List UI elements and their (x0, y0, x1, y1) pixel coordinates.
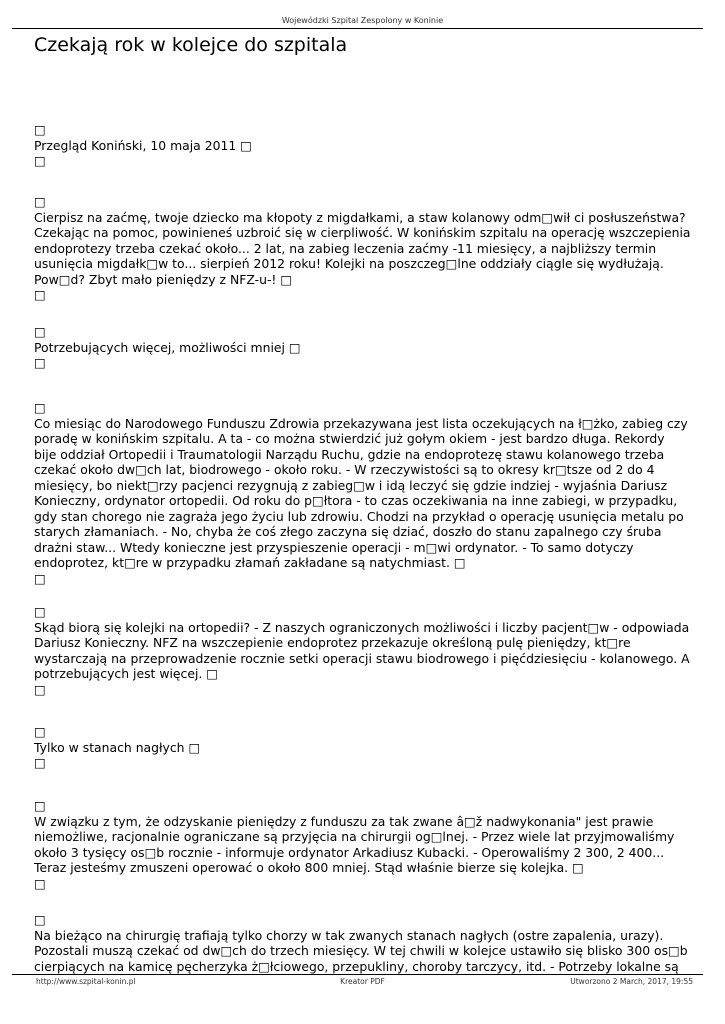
footer-created-date: Utworzono 2 March, 2017, 19:55 (570, 977, 693, 986)
text-line: Na bieżąco na chirurgię trafiają tylko chorzy w tak zwanych stanach nagłych (ostre zapalenia, urazy). (34, 927, 664, 943)
text-line: wystarczają na przeprowadzenie rocznie setki operacji stawu biodrowego i pięćdziesięciu - kolanowego. A (34, 650, 690, 666)
text-line: □ (34, 604, 46, 619)
text-line: Konieczny, ordynator ortopedii. Od roku do p□łtora - to czas oczekiwania na inne zabiegi, w przypadku, (34, 493, 678, 508)
page-title: Czekają rok w kolejce do szpitala (34, 34, 348, 56)
text-line: □ (34, 153, 46, 168)
paragraph-block (34, 912, 694, 974)
text-line: Pozostali muszą czekać od dw□ch do trzech miesięcy. W tej chwili w kolejce ustawiło się blisko 300 os□b (34, 943, 688, 958)
text-line: □ (34, 324, 46, 339)
paragraph-block (34, 798, 694, 891)
text-line: Potrzebujących więcej, możliwości mniej □ (34, 339, 301, 355)
text-line: Czekając na pomoc, powinieneś uzbroić się w cierpliwość. W konińskim szpitalu na operację wszczepienia (34, 225, 691, 240)
text-line: usunięcia migdałk□w to... sierpień 2012 roku! Kolejki na poszczeg□lne oddziały ciągle się wydłużają. (34, 256, 664, 271)
text-line: Teraz jesteśmy zmuszeni operować o około 800 mniej. Stąd właśnie bierze się kolejka. □ (34, 860, 584, 875)
text-line: □ (34, 755, 46, 770)
text-line: □ (34, 912, 46, 927)
text-line: □ (34, 355, 46, 370)
text-line: endoprotezy trzeba czekać około... 2 lat, na zabieg leczenia zaćmy -11 miesięcy, a najbliższy termin (34, 240, 657, 256)
page-header: Wojewódzki Szpital Zespolony w Koninie (281, 16, 444, 25)
text-line: endoprotez, kt□re w przypadku złamań zakładane są natychmiast. □ (34, 555, 466, 570)
paragraph-block (34, 324, 694, 371)
text-line: □ (34, 400, 46, 415)
text-line: gdy stan chorego nie zagraża jego życiu lub zdrowiu. Chodzi na przykład o operację usunięcia metalu po (34, 508, 684, 524)
paragraph-block (34, 604, 694, 697)
header-divider (12, 28, 703, 29)
text-line: niemożliwe, racjonalnie ograniczane są przyjęcia na chirurgii og□lnej. - Przez wiele lat przyjmowaliśmy (34, 829, 675, 844)
text-line: □ (34, 194, 46, 209)
text-line: czekać około dw□ch lat, biodrowego - około roku. - W rzeczywistości są to okresy kr□tsze od 2 do 4 (34, 462, 655, 477)
text-line: □ (34, 875, 46, 891)
text-line: Przegląd Koniński, 10 maja 2011 □ (34, 137, 252, 153)
text-line: drażni staw... Wtedy konieczne jest przyspieszenie operacji - m□wi ordynator. - To samo dotyczy (34, 539, 634, 555)
paragraph-block (34, 724, 694, 771)
text-line: starych złamaniach. - No, chyba że coś złego zaczyna się dziać, doszło do stanu zapalnego czy śruba (34, 524, 662, 539)
text-line: □ (34, 724, 46, 739)
footer-url: http://www.szpital-konin.pl (36, 977, 136, 986)
text-line: □ (34, 570, 46, 586)
text-line: Skąd biorą się kolejki na ortopedii? - Z naszych ograniczonych możliwości i liczby pacjent□w - odpowiada (34, 619, 690, 635)
paragraph-block (34, 400, 694, 586)
text-line: □ (34, 798, 46, 813)
text-line: około 3 tysięcy os□b rocznie - informuje ordynator Arkadiusz Kubacki. - Operowaliśmy 2 300, 2 400... (34, 844, 665, 860)
text-line: Tylko w stanach nagłych □ (34, 739, 201, 755)
text-line: □ (34, 122, 46, 137)
text-line: Co miesiąc do Narodowego Funduszu Zdrowia przekazywana jest lista oczekujących na ł□żko, zabieg czy (34, 415, 688, 431)
text-line: W związku z tym, że odzyskanie pieniędzy z funduszu za tak zwane â□ž nadwykonania" jest prawie (34, 813, 654, 829)
footer-divider (12, 974, 703, 975)
text-line: □ (34, 681, 46, 697)
text-line: potrzebujących jest więcej. □ (34, 666, 219, 681)
text-line: Pow□d? Zbyt mało pieniędzy z NFZ-u-! □ (34, 271, 293, 287)
text-line: □ (34, 287, 46, 302)
paragraph-block (34, 194, 694, 303)
footer-generator: Kreator PDF (340, 977, 385, 986)
text-line: bije oddział Ortopedii i Traumatologii Narządu Ruchu, gdzie na endoprotezę stawu kolanowego trzeba (34, 446, 665, 462)
text-line: Dariusz Konieczny. NFZ na wszczepienie endoprotez przekazuje określoną pulę pieniędzy, kt□re (34, 635, 631, 650)
text-line: cierpiących na kamicę pęcherzyka ż□łciowego, przepukliny, choroby tarczycy, itd. - Potrzeby lokalne są (34, 958, 679, 974)
text-line: poradę w konińskim szpitalu. A ta - co można stwierdzić już gołym okiem - jest bardzo długa. Rekordy (34, 431, 665, 446)
paragraph-block (34, 122, 694, 169)
text-line: Cierpisz na zaćmę, twoje dziecko ma kłopoty z migdałkami, a staw kolanowy odm□wił ci posłuszeństwa? (34, 209, 686, 225)
text-line: miesięcy, bo niekt□rzy pacjenci rezygnują z zabieg□w i idą leczyć się gdzie indziej - wyjaśnia Dariusz (34, 477, 668, 493)
